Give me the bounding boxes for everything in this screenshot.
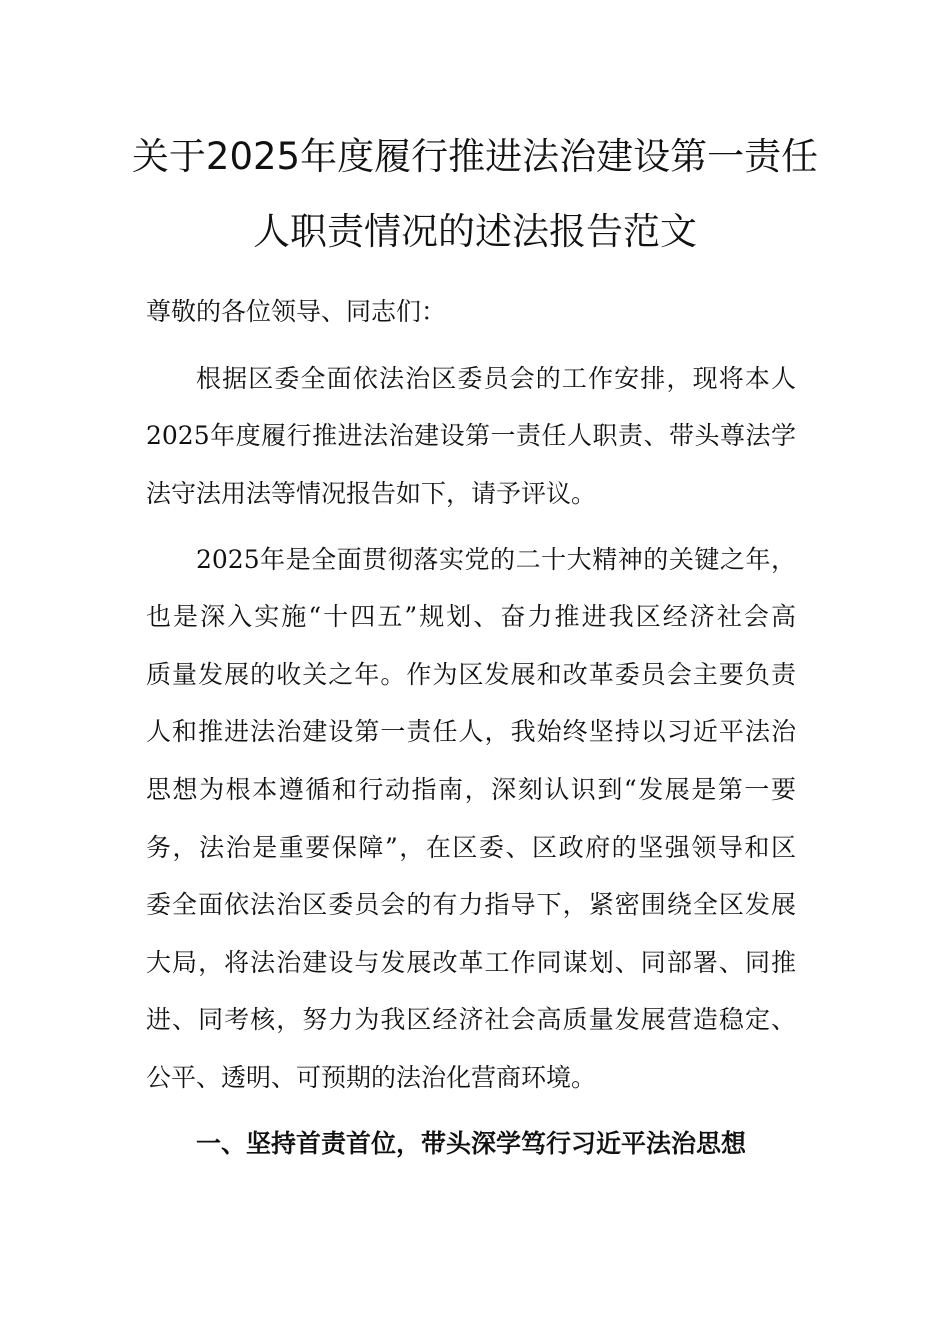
paragraph-2-line-2: 也是深入实施“十四五”规划、奋力推进我区经济社会高 <box>146 602 796 631</box>
paragraph-2-line-6: 务，法治是重要保障”，在区委、区政府的坚强领导和区 <box>146 833 796 862</box>
paragraph-2-line-8: 大局，将法治建设与发展改革工作同谋划、同部署、同推 <box>146 948 796 977</box>
paragraph-1-line-3: 法守法用法等情况报告如下，请予评议。 <box>146 479 597 508</box>
salutation: 尊敬的各位领导、同志们： <box>146 297 447 326</box>
paragraph-2-line-1: 2025年是全面贯彻落实党的二十大精神的关键之年， <box>196 545 796 574</box>
paragraph-2-line-7: 委全面依法治区委员会的有力指导下，紧密围绕全区发展 <box>146 890 796 919</box>
document-title-line-1: 关于2025年度履行推进法治建设第一责任 <box>131 135 819 178</box>
paragraph-2-line-3: 质量发展的收关之年。作为区发展和改革委员会主要负责 <box>146 660 796 689</box>
paragraph-2-line-5: 思想为根本遵循和行动指南，深刻认识到“发展是第一要 <box>146 775 796 804</box>
paragraph-2-line-9: 进、同考核，努力为我区经济社会高质量发展营造稳定、 <box>146 1005 796 1034</box>
section-1-heading: 一、坚持首责首位，带头深学笃行习近平法治思想 <box>196 1129 747 1158</box>
paragraph-1-line-2: 2025年度履行推进法治建设第一责任人职责、带头尊法学 <box>146 421 796 450</box>
paragraph-2-line-10: 公平、透明、可预期的法治化营商环境。 <box>146 1063 597 1092</box>
paragraph-1-line-1: 根据区委全面依法治区委员会的工作安排，现将本人 <box>196 364 796 393</box>
paragraph-2-line-4: 人和推进法治建设第一责任人，我始终坚持以习近平法治 <box>146 717 796 746</box>
document-title-line-2: 人职责情况的述法报告范文 <box>253 210 697 253</box>
